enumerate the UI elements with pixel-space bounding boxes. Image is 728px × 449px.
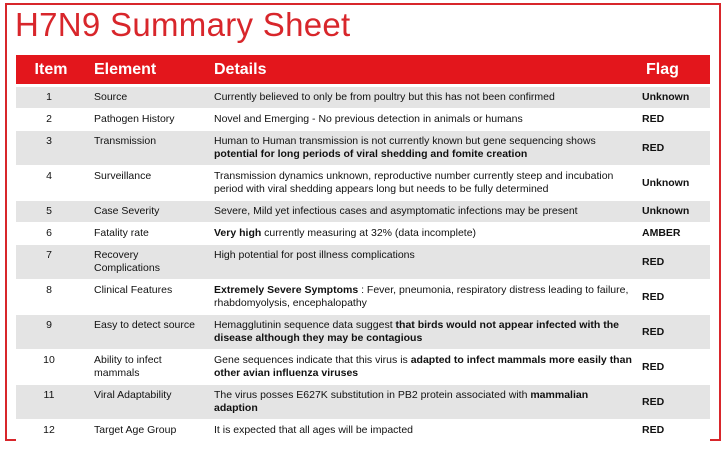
row-item-number: 9	[16, 315, 86, 350]
row-flag: RED	[638, 245, 710, 280]
table-row	[16, 201, 710, 223]
table-row	[16, 131, 710, 166]
details-text: Currently believed to only be from poultry but this has not been confirmed	[214, 91, 555, 103]
row-flag: RED	[638, 385, 710, 420]
details-emphasis: adapted to infect mammals more easily than other avian influenza viruses	[214, 354, 632, 379]
row-details	[206, 280, 638, 315]
header-flag: Flag	[638, 55, 710, 86]
row-details	[206, 350, 638, 385]
details-text: Transmission dynamics unknown, reproductive number currently steep and incubation period with viral shedding appears long but needs to be fully determined	[214, 170, 614, 195]
row-element: Clinical Features	[86, 280, 206, 315]
details-emphasis: Very high	[214, 227, 262, 239]
table-row	[16, 86, 710, 109]
table-row	[16, 420, 710, 442]
row-details	[206, 245, 638, 280]
details-emphasis: potential for long periods of viral shedding and fomite creation	[214, 148, 528, 160]
details-text: High potential for post illness complications	[214, 249, 415, 261]
row-details	[206, 109, 638, 131]
details-text: It is expected that all ages will be impacted	[214, 424, 414, 436]
row-flag: RED	[638, 280, 710, 315]
row-element: Recovery Complications	[86, 245, 206, 280]
details-text: The virus posses E627K substitution in PB2 protein associated with	[214, 389, 531, 401]
details-text: currently measuring at 32% (data incomplete)	[261, 227, 477, 239]
row-item-number: 5	[16, 201, 86, 223]
row-element: Target Age Group	[86, 420, 206, 442]
row-flag: Unknown	[638, 166, 710, 201]
row-element: Viral Adaptability	[86, 385, 206, 420]
row-element: Ability to infect mammals	[86, 350, 206, 385]
row-flag: Unknown	[638, 86, 710, 109]
summary-table	[16, 55, 710, 442]
row-element: Source	[86, 86, 206, 109]
row-element: Fatality rate	[86, 223, 206, 245]
details-emphasis: Extremely Severe Symptoms	[214, 284, 359, 296]
table-row	[16, 166, 710, 201]
table-body	[16, 86, 710, 442]
row-element: Easy to detect source	[86, 315, 206, 350]
row-details	[206, 131, 638, 166]
row-flag: Unknown	[638, 201, 710, 223]
details-text: : Fever, pneumonia, respiratory distress leading to failure, rhabdomyolysis, encephalopathy	[214, 284, 629, 309]
row-item-number: 3	[16, 131, 86, 166]
row-details	[206, 385, 638, 420]
row-item-number: 2	[16, 109, 86, 131]
details-emphasis: mammalian adaption	[214, 389, 589, 414]
row-item-number: 11	[16, 385, 86, 420]
table-row	[16, 223, 710, 245]
row-item-number: 12	[16, 420, 86, 442]
row-flag: AMBER	[638, 223, 710, 245]
row-element: Case Severity	[86, 201, 206, 223]
header-element: Element	[86, 55, 206, 86]
row-details	[206, 201, 638, 223]
row-item-number: 4	[16, 166, 86, 201]
row-flag: RED	[638, 315, 710, 350]
row-flag: RED	[638, 420, 710, 442]
row-details	[206, 315, 638, 350]
table-row	[16, 109, 710, 131]
row-item-number: 1	[16, 86, 86, 109]
details-text: Human to Human transmission is not currently known but gene sequencing shows	[214, 135, 596, 147]
table-row	[16, 245, 710, 280]
row-item-number: 6	[16, 223, 86, 245]
row-details	[206, 420, 638, 442]
row-details	[206, 86, 638, 109]
row-item-number: 8	[16, 280, 86, 315]
details-text: Severe, Mild yet infectious cases and asymptomatic infections may be present	[214, 205, 578, 217]
row-item-number: 10	[16, 350, 86, 385]
row-element: Transmission	[86, 131, 206, 166]
row-flag: RED	[638, 131, 710, 166]
table-row	[16, 385, 710, 420]
row-element: Pathogen History	[86, 109, 206, 131]
row-element: Surveillance	[86, 166, 206, 201]
details-text: Gene sequences indicate that this virus is	[214, 354, 411, 366]
header-details: Details	[206, 55, 638, 86]
details-text: Hemagglutinin sequence data suggest	[214, 319, 396, 331]
table-row	[16, 350, 710, 385]
table-header-row	[16, 55, 710, 86]
row-details	[206, 223, 638, 245]
details-text: Novel and Emerging - No previous detection in animals or humans	[214, 113, 523, 125]
details-emphasis: that birds would not appear infected with the disease although they may be contagious	[214, 319, 619, 344]
table-row	[16, 280, 710, 315]
row-flag: RED	[638, 109, 710, 131]
row-details	[206, 166, 638, 201]
header-item: Item	[16, 55, 86, 86]
row-flag: RED	[638, 350, 710, 385]
table-row	[16, 315, 710, 350]
row-item-number: 7	[16, 245, 86, 280]
page-title: H7N9 Summary Sheet	[15, 6, 351, 43]
